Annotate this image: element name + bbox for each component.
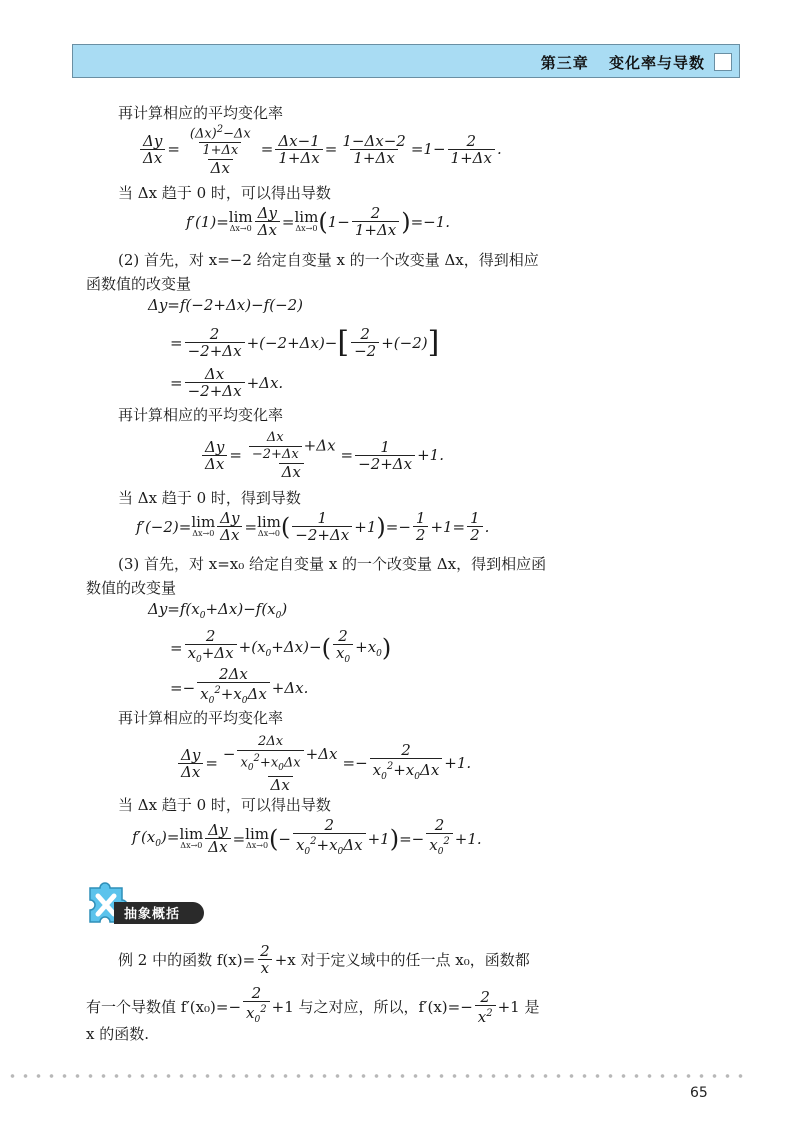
- header-corner-box: [714, 53, 732, 71]
- text-avg-rate-3: 再计算相应的平均变化率: [118, 709, 284, 727]
- summary-line-2: 有一个导数值 f′(x₀)=− $\frac{2}{x_0^2}$ +1 与之对应，所以，f′(x)=− $\frac{2}{x^2}$ +1 是: [86, 985, 540, 1028]
- summary-text-2b: +1 与之对应，所以，f′(x)=−: [271, 998, 473, 1016]
- formula-derivative-3: $f'(x_0)=$ lim Δx→0 $\frac{\Delta y}{\Delta x}$ = lim Δx→0 ( − $\frac{2}{x_0^2+x_0\Delta x}$ +1 ) =− $\frac{2}{x_0^2}$ +1.: [132, 817, 482, 860]
- formula-increment-3-line1: $\Delta y=f(x_0+\Delta x)-f(x_0)$: [148, 600, 288, 621]
- formula-avg-rate-2: $\frac{\Delta y}{\Delta x}$ = $\frac{\Delta x}{-2+\Delta x}$ +Δx Δx = $\frac{1}{-2+\Delta x}$ +1.: [200, 430, 444, 480]
- text-avg-rate-1: 再计算相应的平均变化率: [118, 104, 284, 122]
- text-part-3-intro-cont: 数值的改变量: [86, 579, 177, 597]
- summary-line-3: x 的函数.: [86, 1025, 149, 1043]
- formula-avg-rate-3: $\frac{\Delta y}{\Delta x}$ = − $\frac{2\Delta x}{x_0^2+x_0\Delta x}$ +Δx Δx =− $\frac{2}{x_0^2+x_0\Delta x}$ +1.: [176, 734, 471, 793]
- section-badge: [84, 880, 214, 930]
- chapter-title: [541, 52, 705, 73]
- formula-derivative-1: f′(1)= lim Δx→0 $\frac{\Delta y}{\Delta x}$ = lim Δx→0 ( 1− $\frac{2}{1+\Delta x}$ ) =−1.: [186, 204, 451, 239]
- summary-text-2a: 有一个导数值 f′(x₀)=−: [86, 998, 242, 1016]
- text-part-2-intro: (2) 首先，对 x=−2 给定自变量 x 的一个改变量 Δx，得到相应: [118, 251, 539, 269]
- text-derivative-3: 当 Δx 趋于 0 时，可以得出导数: [118, 796, 331, 814]
- badge-label: 抽象概括: [124, 907, 181, 922]
- text-part-3-intro: (3) 首先，对 x=x₀ 给定自变量 x 的一个改变量 Δx，得到相应函: [118, 555, 547, 573]
- text-derivative-2: 当 Δx 趋于 0 时，得到导数: [118, 489, 301, 507]
- chapter-number: 第三章: [540, 54, 589, 72]
- summary-text-2c: +1 是: [497, 998, 540, 1016]
- footer-dotted-rule: [6, 1073, 746, 1079]
- summary-text-1b: +x 对于定义域中的任一点 x₀，函数都: [274, 951, 530, 969]
- chapter-header-bar: [72, 44, 740, 78]
- formula-increment-2-line3: = $\frac{\Delta x}{-2+\Delta x}$ +Δx.: [170, 365, 284, 400]
- summary-line-1: 例 2 中的函数 f(x)= $\frac{2}{x}$ +x 对于定义域中的任一点 x₀，函数都: [118, 942, 530, 977]
- formula-increment-2-line2: = $\frac{2}{-2+\Delta x}$ +(−2+Δx)− [ $\frac{2}{-2}$ +(−2) ]: [170, 324, 440, 360]
- chapter-name: 变化率与导数: [608, 54, 705, 72]
- formula-derivative-2: f′(−2)= lim Δx→0 $\frac{\Delta y}{\Delta x}$ = lim Δx→0 ( $\frac{1}{-2+\Delta x}$ +1 ) =− $\frac{1}{2}$ +1= $\frac{1}{2}$ .: [136, 509, 490, 544]
- formula-increment-3-line2: = $\frac{2}{x_0+\Delta x}$ $+(x_0+\Delta x)-$ ( $\frac{2}{x_0}$ $+x_0$ ): [170, 628, 391, 668]
- formula-increment-3-line3: =− $\frac{2\Delta x}{x_0^2+x_0\Delta x}$ +Δx.: [170, 666, 308, 709]
- text-derivative-1: 当 Δx 趋于 0 时，可以得出导数: [118, 184, 331, 202]
- formula-increment-2-line1: Δy=f(−2+Δx)−f(−2): [148, 296, 304, 314]
- summary-text-1a: 例 2 中的函数 f(x)=: [118, 951, 256, 969]
- page-number: 65: [690, 1085, 708, 1101]
- formula-avg-rate-1: $\frac{\Delta y}{\Delta x}$ = $\frac{\frac{(\Delta x)^2-\Delta x}{1+\Delta x}}{\Delta x}$ = $\frac{\Delta x-1}{1+\Delta x}$ = $\frac{1-\Delta x-2}{1+\Delta x}$ =1− $\frac{2}{1+\Delta x}$ .: [138, 122, 502, 176]
- text-avg-rate-2: 再计算相应的平均变化率: [118, 406, 284, 424]
- text-part-2-intro-cont: 函数值的改变量: [86, 275, 192, 293]
